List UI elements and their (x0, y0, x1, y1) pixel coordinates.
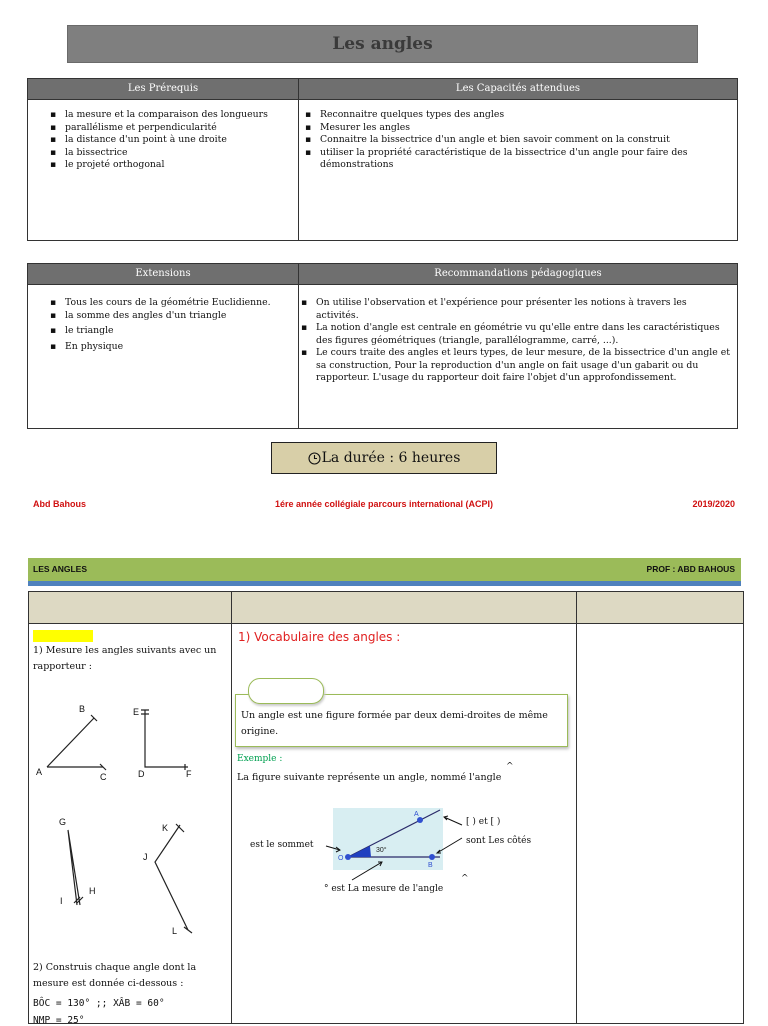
page2-header-title: LES ANGLES (33, 564, 87, 574)
course-column-header (232, 591, 577, 624)
section-title: 1) Vocabulaire des angles : (238, 630, 401, 644)
example-label: Exemple : (237, 754, 283, 764)
recommendations-header: Recommandations pédagogiques (299, 264, 738, 285)
diagram-angle-value: 30° (376, 847, 387, 854)
angles-figure (30, 700, 230, 940)
point-label: E (133, 707, 140, 717)
list-item: ▪ Mesurer les angles (305, 122, 731, 135)
activity-column-header (28, 591, 232, 624)
list-item: ▪ la somme des angles d'un triangle (50, 310, 292, 323)
list-item: ▪ la bissectrice (50, 147, 292, 160)
highlight-marker (33, 630, 93, 642)
extensions-table (27, 263, 738, 429)
list-item: ▪ la mesure et la comparaison des longueurs (50, 109, 292, 122)
sides-label: sont Les côtés (466, 836, 532, 846)
capacities-header: Les Capacités attendues (299, 79, 738, 100)
list-item: ▪ Reconnaitre quelques types des angles (305, 109, 731, 122)
list-item: ▪ Tous les cours de la géométrie Euclidienne. (50, 297, 292, 310)
page2-header (28, 558, 741, 581)
capacities-cell (299, 100, 738, 241)
hat-mark: ^ (461, 874, 469, 884)
list-item: ▪ On utilise l'observation et l'expérience pour présenter les notions à travers les activités. (301, 297, 731, 322)
definition-text: Un angle est une figure formée par deux demi-droites de même origine. (241, 710, 548, 738)
prerequisites-cell (28, 100, 299, 241)
point-label: C (100, 772, 107, 782)
list-item: ▪ Le cours traite des angles et leurs types, de leur mesure, de la bissectrice d'un angle et sa construction, Pour la reproduction d'un angle on fait usage d'un gabarit ou du rapporteur. L'usage du rapporteur doit faire l'objet d'un approfondissement. (301, 347, 731, 385)
point-label: H (89, 886, 96, 896)
point-label: G (59, 817, 67, 827)
prerequisites-table (27, 78, 738, 241)
footer-author: Abd Bahous (33, 499, 86, 509)
clock-icon (308, 452, 321, 465)
point-a-arrow (444, 816, 462, 825)
point-label: F (186, 769, 192, 779)
notes-column-header (577, 591, 744, 624)
sides-brackets: [ ) et [ ) (466, 817, 501, 827)
page2-header-prof: PROF : ABD BAHOUS (646, 564, 735, 574)
point-label: I (60, 896, 63, 906)
point-label: D (138, 769, 145, 779)
list-item: ▪ le triangle (50, 325, 292, 338)
list-item: ▪ La notion d'angle est centrale en géométrie vu qu'elle entre dans les caractéristiques des figures géométriques (triangle, parallélogramme, carré, ...). (301, 322, 731, 347)
list-item: ▪ parallélisme et perpendicularité (50, 122, 292, 135)
measure-label: ° est La mesure de l'angle (324, 884, 444, 894)
prerequisites-header: Les Prérequis (28, 79, 299, 100)
point-label: A (36, 767, 43, 777)
list-item: ▪ Connaitre la bissectrice d'un angle et bien savoir comment on la construit (305, 134, 731, 147)
diagram-point-o: O (338, 855, 344, 862)
point-label: B (79, 704, 86, 714)
duration-text: La durée : 6 heures (321, 450, 461, 466)
list-item: ▪ utiliser la propriété caractéristique de la bissectrice d'un angle pour faire des démonstrations (305, 147, 731, 172)
angle-gih (68, 830, 80, 905)
recommendations-cell (299, 285, 738, 429)
equation-2: NMP = 25° (33, 1015, 85, 1026)
notes-column (577, 624, 744, 1024)
example-text: La figure suivante représente un angle, nommé l'angle (237, 772, 502, 783)
equation-1: BÔC = 130° ;; XÂB = 60° (33, 998, 165, 1009)
extensions-header: Extensions (28, 264, 299, 285)
point-label: L (172, 926, 178, 936)
list-item: ▪ le projeté orthogonal (50, 159, 292, 172)
activity-question-2: 2) Construis chaque angle dont la mesure est donnée ci-dessous : (33, 962, 197, 990)
point-label: K (162, 823, 169, 833)
activity-question-1: 1) Mesure les angles suivants avec un rapporteur : (33, 645, 217, 673)
duration-box (271, 442, 497, 474)
list-item: ▪ la distance d'un point à une droite (50, 134, 292, 147)
angle-kjl (155, 825, 188, 930)
hat-mark: ^ (506, 762, 514, 772)
footer-year: 2019/2020 (692, 499, 735, 509)
definition-tab (248, 678, 324, 704)
page-title: Les angles (67, 25, 698, 63)
header-divider (28, 581, 741, 586)
list-item: ▪ En physique (50, 341, 292, 354)
tick-marks (74, 710, 192, 933)
point-label: J (143, 852, 148, 862)
diagram-point-b: B (428, 862, 433, 869)
footer-level: 1ére année collégiale parcours international (ACPI) (274, 499, 494, 509)
diagram-point-a: A (414, 811, 419, 818)
extensions-cell (28, 285, 299, 429)
angle-edf (145, 710, 188, 767)
angle-bac (47, 718, 103, 767)
vertex-label: est le sommet (250, 840, 314, 850)
